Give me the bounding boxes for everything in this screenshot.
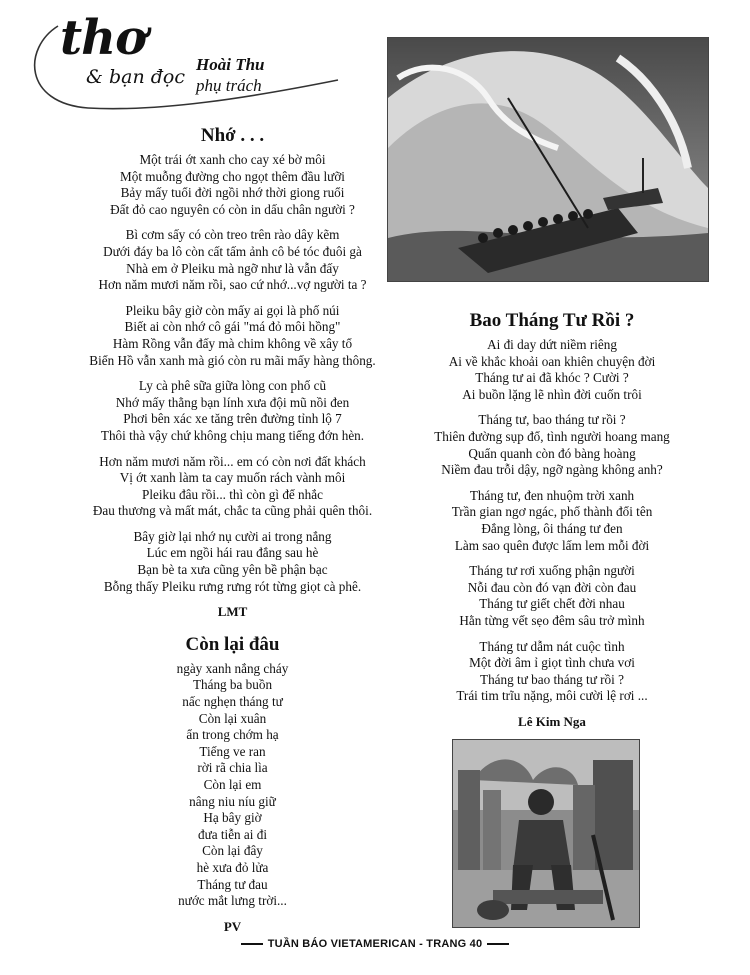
poem-title: Nhớ . . . [200, 125, 265, 146]
poem-line: Niềm đau trỗi dậy, ngỡ ngàng không anh? [441, 462, 663, 478]
poem-line: Bảy mấy tuổi đời ngồi nhớ thời giong ruổi [120, 185, 345, 201]
storm-boat-illustration [388, 38, 708, 281]
poem-line: Dưới đáy ba lô còn cất tấm ảnh cô bé tóc đuôi gà [103, 243, 362, 259]
poem-line: Tháng tư ai đã khóc ? Cười ? [475, 370, 629, 386]
poem-line: Thôi thà vậy chứ không chịu mang tiếng đớn hèn. [100, 427, 365, 443]
poem-line: Bạn bè ta xưa cũng yên bề phận bạc [137, 562, 328, 578]
poem-line: Hơn năm mươi năm rồi... em có còn nơi đất khách [99, 453, 366, 469]
poem-author: PV [223, 918, 242, 934]
stanza [60, 529, 405, 595]
stanza [392, 563, 712, 629]
stanza [60, 661, 405, 910]
poem-line: Hàm Rồng vẫn đấy mà chim không về xây tổ [112, 335, 353, 351]
poem-line: Còn lại xuân [198, 710, 267, 726]
stanza [392, 337, 712, 403]
poem-line: đưa tiễn ai đi [197, 826, 268, 842]
poem-line: rời rã chia lìa [197, 760, 268, 776]
poem-author: Lê Kim Nga [518, 713, 586, 729]
poem-line: Lúc em ngồi hái rau đắng sau hè [146, 545, 319, 561]
masthead [18, 8, 348, 118]
poem-author: LMT [217, 604, 248, 620]
stanza [392, 488, 712, 554]
poem-line: Tháng tư rơi xuống phận người [469, 563, 635, 579]
stanza [60, 227, 405, 293]
poem-line: Nhớ mấy thằng bạn lính xưa đội mũ nồi đen [115, 394, 350, 410]
poem-line: Biển Hồ vẫn xanh mà gió còn ru mãi mấy hàng thông. [89, 352, 376, 368]
poem-line: Còn lại đây [202, 843, 263, 859]
poem-line: Đau thương và mất mát, chắc ta cũng phải quên thôi. [92, 503, 373, 519]
stanza [60, 378, 405, 444]
poem-line: Ai buồn lặng lẽ nhìn đời cuốn trôi [462, 386, 642, 402]
poem-line: hè xưa đỏ lửa [196, 859, 269, 875]
poem-line: Ai đi day dứt niềm riêng [487, 337, 617, 352]
poem-line: Nỗi đau còn đó vạn đời còn đau [467, 579, 637, 595]
poem-line: Biết ai còn nhớ cô gái "má đỏ môi hồng" [124, 319, 341, 335]
poem-line: nước mắt lưng trời... [178, 893, 287, 909]
page-footer [0, 938, 750, 950]
poem-line: Tháng tư bao tháng tư rồi ? [480, 671, 624, 687]
poem-line: Bì cơm sấy có còn treo trên rào dây kẽm [125, 227, 340, 243]
poem-line: Thiên đường sụp đổ, tình người hoang mang [434, 428, 670, 444]
poem-line: Còn lại em [203, 777, 262, 792]
poem-bao-thang-tu-roi [392, 309, 712, 730]
poem-line: Trần gian ngơ ngác, phố thành đổi tên [451, 504, 653, 520]
poem-line: Tháng ba buồn [192, 677, 273, 693]
logo-word: thơ [60, 10, 147, 66]
poem-line: Ai về khắc khoải oan khiên chuyện đời [448, 353, 656, 369]
poem-line: ngày xanh nắng cháy [176, 660, 289, 676]
stanza [60, 303, 405, 369]
soldier-photo [452, 739, 640, 928]
footer-rule-left [241, 943, 263, 945]
footer-rule-right [487, 943, 509, 945]
editor-name: Hoài Thu [196, 55, 265, 74]
poem-line: Tháng tư, đen nhuộm trời xanh [469, 487, 635, 503]
poem-line: ẩn trong chớm hạ [186, 727, 279, 743]
poem-title: Bao Tháng Tư Rồi ? [469, 310, 635, 331]
poem-line: Pleiku bây giờ còn mấy ai gọi là phố núi [125, 302, 340, 318]
poem-line: Phơi bên xác xe tăng trên đường tỉnh lộ 7 [123, 411, 342, 427]
poem-line: Bây giờ lại nhớ nụ cười ai trong nắng [133, 528, 332, 544]
poem-line: Đất đỏ cao nguyên có còn in dấu chân người ? [110, 201, 355, 217]
poem-line: Hơn năm mươi năm rồi, sao cứ nhớ...vợ người ta ? [98, 277, 367, 293]
poem-line: Hằn từng vết sẹo đêm sâu trở mình [459, 612, 645, 628]
logo-subtitle: & bạn đọc [86, 66, 185, 88]
poem-nho [60, 124, 405, 621]
poem-line: Vị ớt xanh làm ta cay muốn rách vành môi [119, 470, 346, 486]
poem-line: nấc nghẹn tháng tư [182, 694, 283, 710]
poem-line: Bỗng thấy Pleiku rưng rưng rót từng giọt cà phê. [103, 578, 362, 594]
stanza [60, 454, 405, 520]
stanza [60, 152, 405, 218]
poem-line: nâng niu níu giữ [189, 793, 276, 809]
poem-line: Tháng tư dẫm nát cuộc tình [479, 638, 625, 654]
poem-line: Đắng lòng, ôi tháng tư đen [481, 520, 623, 536]
poem-title: Còn lại đâu [185, 633, 280, 655]
poem-line: Hạ bây giờ [203, 810, 262, 826]
poem-line: Tháng tư, bao tháng tư rồi ? [478, 412, 626, 428]
right-column [392, 309, 712, 742]
storm-boat-photo [387, 37, 709, 282]
editor-credit [196, 54, 265, 96]
poem-line: Pleiku đâu rồi... thì còn gì để nhắc [142, 486, 323, 502]
poem-line: Trái tim trĩu nặng, môi cười lệ rơi ... [456, 688, 648, 704]
footer-text: TUẦN BÁO VIETAMERICAN - TRANG 40 [267, 938, 483, 950]
poem-line: Một trái ớt xanh cho cay xé bờ môi [139, 152, 326, 167]
stanza [392, 412, 712, 478]
poem-line: Tháng tư giết chết đời nhau [479, 596, 625, 612]
poem-line: Tháng tư đau [197, 876, 268, 892]
poem-line: Làm sao quên được lấm lem mỗi đời [454, 537, 650, 553]
poem-line: Một đời âm ỉ giọt tình chưa vơi [469, 655, 635, 671]
poem-line: Quẩn quanh còn đó bàng hoàng [468, 445, 636, 461]
poem-line: Ly cà phê sữa giữa lòng con phố cũ [138, 378, 327, 394]
poem-line: Nhà em ở Pleiku mà ngỡ như là vẫn đấy [126, 260, 339, 276]
poem-line: Tiếng ve ran [199, 743, 266, 759]
stanza [392, 639, 712, 705]
poem-line: Một muỗng đường cho ngọt thêm đầu lưỡi [120, 168, 345, 184]
soldier-illustration [453, 740, 639, 927]
left-column [60, 124, 405, 947]
editor-role: phụ trách [196, 76, 262, 95]
poem-con-lai-dau [60, 633, 405, 936]
